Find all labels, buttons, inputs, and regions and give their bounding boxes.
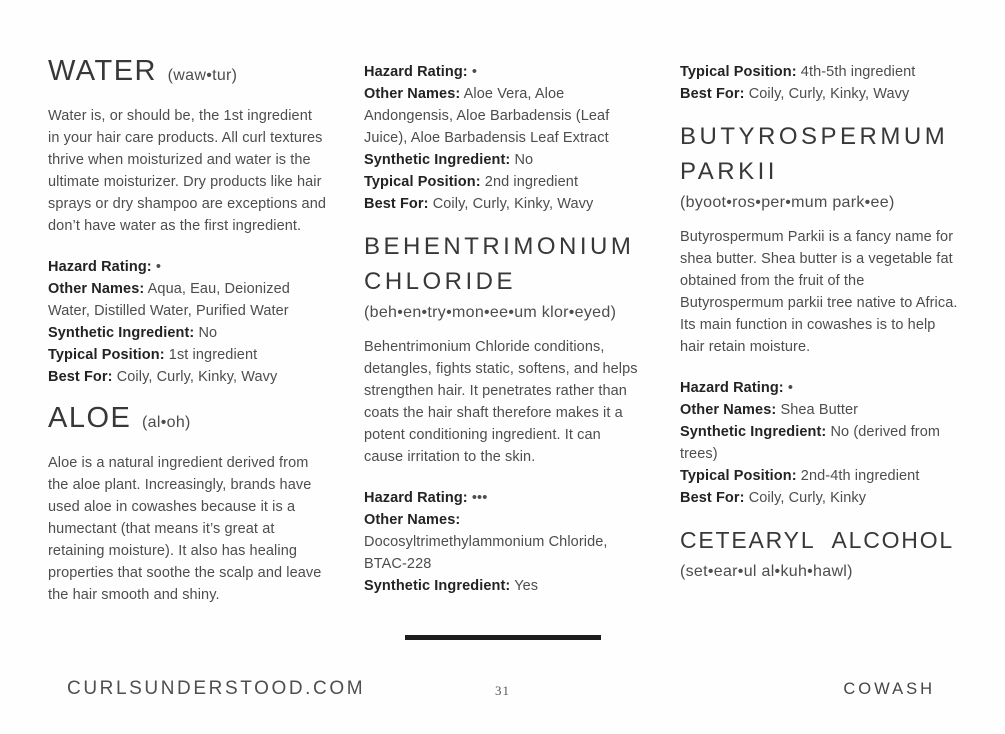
stat-best-for bbox=[364, 193, 643, 215]
stat-value-best-for: Coily, Curly, Kinky, Wavy bbox=[748, 86, 910, 102]
stat-hazard-rating bbox=[680, 377, 959, 399]
description-aloe: Aloe is a natural ingredient derived from the aloe plant. Increasingly, brands have used aloe in cowashes because it is a humectant (that means it’s great at retaining moisture). It also has healing properties that soothe the scalp and leave the hair smooth and shiny. bbox=[48, 455, 322, 603]
stats-water bbox=[48, 256, 327, 388]
stat-value-synthetic: No bbox=[198, 325, 218, 341]
stat-typical-position bbox=[680, 465, 959, 487]
stats-behentrimonium-chloride bbox=[364, 487, 643, 597]
stat-value-hazard: • bbox=[787, 380, 794, 396]
stat-value-other-names: Shea Butter bbox=[780, 402, 859, 418]
stat-value-position: 2nd ingredient bbox=[484, 174, 579, 190]
stats-behentrimonium-chloride-continued bbox=[680, 61, 959, 105]
stat-synthetic bbox=[364, 575, 643, 597]
stat-synthetic bbox=[680, 421, 959, 465]
stat-synthetic bbox=[364, 149, 643, 171]
stat-best-for bbox=[680, 83, 959, 105]
stat-other-names bbox=[48, 278, 327, 322]
stat-label-best-for: Best For: bbox=[680, 86, 745, 102]
ingredient-name-cetearyl-alcohol: CETEARYL ALCOHOL bbox=[680, 527, 954, 553]
stat-other-names bbox=[364, 83, 643, 149]
stats-butyrospermum-parkii bbox=[680, 377, 959, 509]
stat-value-synthetic: Yes bbox=[514, 578, 539, 594]
page-number: 31 bbox=[495, 683, 510, 698]
stat-label-position: Typical Position: bbox=[364, 174, 481, 190]
stat-hazard-rating bbox=[48, 256, 327, 278]
stat-value-other-names: Aloe Vera, Aloe Andongensis, Aloe Barbadensis (Leaf Juice), Aloe Barbadensis Leaf Extract bbox=[364, 86, 610, 146]
description-butyrospermum-parkii: Butyrospermum Parkii is a fancy name for shea butter. Shea butter is a vegetable fat obtained from the fruit of the Butyrospermum parkii tree native to Africa. Its main function in cowashes is to help hair retain moisture. bbox=[680, 229, 958, 355]
stat-best-for bbox=[48, 366, 327, 388]
stat-value-hazard: ••• bbox=[471, 490, 488, 506]
stat-synthetic bbox=[48, 322, 327, 344]
stat-typical-position bbox=[364, 171, 643, 193]
stat-value-best-for: Coily, Curly, Kinky bbox=[748, 490, 867, 506]
description-behentrimonium-chloride: Behentrimonium Chloride conditions, detangles, fights static, softens, and helps strengthen hair. It penetrates rather than coats the hair shaft therefore makes it a potent conditioning ingredient. It can cause irritation to the skin. bbox=[364, 339, 638, 465]
stat-label-hazard: Hazard Rating: bbox=[48, 259, 152, 275]
stat-label-synthetic: Synthetic Ingredient: bbox=[680, 424, 827, 440]
ingredient-name-water: WATER bbox=[48, 55, 157, 87]
entry-heading-cetearyl-alcohol bbox=[680, 523, 959, 581]
stat-value-position: 4th-5th ingredient bbox=[800, 64, 916, 80]
stat-label-position: Typical Position: bbox=[48, 347, 165, 363]
stat-typical-position bbox=[680, 61, 959, 83]
entry-heading-behentrimonium-chloride bbox=[364, 229, 643, 322]
stat-label-best-for: Best For: bbox=[680, 490, 745, 506]
column-middle bbox=[364, 55, 643, 611]
stat-value-other-names: Docosyltrimethylammonium Chloride, BTAC-228 bbox=[364, 534, 608, 572]
section-divider-bar bbox=[405, 635, 601, 640]
stat-label-best-for: Best For: bbox=[364, 196, 429, 212]
stat-other-names bbox=[364, 509, 643, 575]
stat-value-synthetic: No (derived from trees) bbox=[680, 424, 941, 462]
pronunciation-water: (waw•tur) bbox=[167, 67, 238, 84]
stat-label-other-names: Other Names: bbox=[48, 281, 145, 297]
stat-other-names bbox=[680, 399, 959, 421]
ingredient-name-behentrimonium-chloride: BEHENTRIMONIUM CHLORIDE bbox=[364, 233, 635, 295]
stat-value-position: 2nd-4th ingredient bbox=[800, 468, 920, 484]
stat-label-synthetic: Synthetic Ingredient: bbox=[364, 578, 511, 594]
stat-value-best-for: Coily, Curly, Kinky, Wavy bbox=[116, 369, 278, 385]
stat-label-hazard: Hazard Rating: bbox=[364, 490, 468, 506]
stat-best-for bbox=[680, 487, 959, 509]
stat-hazard-rating bbox=[364, 61, 643, 83]
stat-label-best-for: Best For: bbox=[48, 369, 113, 385]
ingredient-name-butyrospermum-parkii: BUTYROSPERMUM PARKII bbox=[680, 123, 949, 185]
stat-label-hazard: Hazard Rating: bbox=[680, 380, 784, 396]
entry-heading-aloe bbox=[48, 402, 327, 435]
stat-hazard-rating bbox=[364, 487, 643, 509]
pronunciation-behentrimonium-chloride: (beh•en•try•mon•ee•um klor•eyed) bbox=[364, 304, 617, 321]
stat-label-other-names: Other Names: bbox=[364, 86, 461, 102]
entry-heading-water bbox=[48, 55, 327, 88]
footer-section-title: COWASH bbox=[843, 680, 935, 698]
stat-label-hazard: Hazard Rating: bbox=[364, 64, 468, 80]
stat-value-best-for: Coily, Curly, Kinky, Wavy bbox=[432, 196, 594, 212]
description-water: Water is, or should be, the 1st ingredient in your hair care products. All curl textures thrive when moisturized and water is the ultimate moisturizer. Dry products like hair sprays or dry shampoo are exceptions and don’t have water as the first ingredient. bbox=[48, 108, 327, 234]
page-footer bbox=[0, 672, 1005, 706]
stat-label-position: Typical Position: bbox=[680, 468, 797, 484]
footer-site-url: CURLSUNDERSTOOD.COM bbox=[67, 678, 366, 699]
entry-heading-butyrospermum-parkii bbox=[680, 119, 959, 212]
stat-value-hazard: • bbox=[471, 64, 478, 80]
pronunciation-butyrospermum-parkii: (byoot•ros•per•mum park•ee) bbox=[680, 194, 895, 211]
stat-value-hazard: • bbox=[155, 259, 162, 275]
column-right bbox=[680, 55, 959, 595]
column-left bbox=[48, 55, 327, 625]
stat-label-synthetic: Synthetic Ingredient: bbox=[364, 152, 511, 168]
ingredient-name-aloe: ALOE bbox=[48, 402, 132, 434]
stat-value-other-names: Aqua, Eau, Deionized Water, Distilled Water, Purified Water bbox=[48, 281, 290, 319]
stat-label-position: Typical Position: bbox=[680, 64, 797, 80]
stat-label-other-names: Other Names: bbox=[364, 512, 461, 528]
stat-typical-position bbox=[48, 344, 327, 366]
stat-label-synthetic: Synthetic Ingredient: bbox=[48, 325, 195, 341]
stat-value-synthetic: No bbox=[514, 152, 534, 168]
pronunciation-cetearyl-alcohol: (set•ear•ul al•kuh•hawl) bbox=[680, 563, 853, 580]
stats-aloe bbox=[364, 61, 643, 215]
stat-label-other-names: Other Names: bbox=[680, 402, 777, 418]
stat-value-position: 1st ingredient bbox=[168, 347, 258, 363]
pronunciation-aloe: (al•oh) bbox=[142, 414, 191, 431]
